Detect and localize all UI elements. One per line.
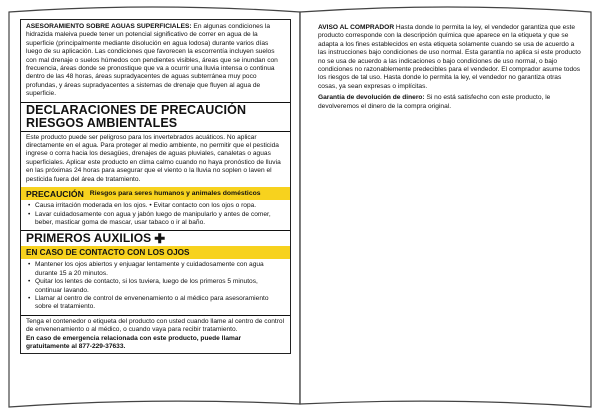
- right-page: [318, 24, 582, 111]
- section-divider: [21, 315, 290, 316]
- refund-text: Si no está satisfecho con este producto, le devolveremos el dinero de la compra original.: [318, 94, 551, 110]
- buyer-notice: [318, 24, 582, 91]
- caution-list: [26, 202, 286, 227]
- label-panel: [20, 19, 291, 354]
- precautions-section: [26, 103, 286, 184]
- caution-word: PRECAUCIÓN: [26, 188, 84, 199]
- environmental-hazards-heading: RIESGOS AMBIENTALES: [26, 115, 178, 130]
- buyer-notice-heading: AVISO AL COMPRADOR: [318, 24, 395, 31]
- list-item: • Mantener los ojos abiertos y enjuagar lentamente y cuidadosamente con agua durante 15 a 20 minutos.: [35, 261, 286, 278]
- surface-water-advisory: [26, 23, 286, 99]
- surface-water-heading: ASESORAMIENTO SOBRE AGUAS SUPERFICIALES:: [26, 23, 192, 30]
- buyer-notice-text: Hasta donde lo permita la ley, el vendedor garantiza que este producto corresponde con la descripción química que aparece en la etiqueta y que se adapta a los fines establecidos en esta etiqueta solamente cuando se usa de acuerdo a las instrucciones bajo condiciones de uso normal. Esta garantía no aplica si este producto no se usa de acuerdo a las indicaciones o bajo condiciones de uso normal, o bajo condiciones no razonablemente predecibles para el vendedor. El comprador asume todos los riesgos de tal uso. Hasta donde lo permita la ley, el vendedor no garantiza otras cosas, ya sean expresas o implícitas.: [318, 24, 581, 90]
- refund-guarantee: [318, 94, 582, 111]
- first-aid-title: [26, 232, 286, 245]
- emergency-text: En caso de emergencia relacionada con este producto, puede llamar gratuitamente al 877-229-37633.: [26, 334, 242, 350]
- surface-water-text: En algunas condiciones la hidrazida maleiva puede tener un potencial significativo de correr en agua de la superficie (principalmente mediante disolución en agua lodosa) durante varios días luego de su aplicación. Las condiciones que favorecen la escorrentía incluyen suelos con mal drenaje o suelos húmedos con pendientes visibles, áreas que se inundan con frecuencia, áreas donde se pronostique que va a ocurrir una lluvia intensa o continua dentro de las 48 horas, áreas supradyacentes de aguas subterránea muy poco profundas, y áreas supradyacentes a sistemas de drenaje que fluyen al agua de superficie.: [26, 23, 278, 98]
- caution-subtitle: Riesgos para seres humanos y animales domésticos: [89, 190, 261, 198]
- eye-contact-banner: EN CASO DE CONTACTO CON LOS OJOS: [21, 246, 290, 259]
- first-aid-cross-icon: ✚: [154, 230, 166, 246]
- list-item: • Lavar cuidadosamente con agua y jabón luego de manipularlo y antes de comer, beber, masticar goma de mascar, usar tabaco o ir al baño.: [35, 211, 286, 228]
- list-item: • Causa irritación moderada en los ojos. • Evitar contacto con los ojos o ropa.: [35, 202, 286, 210]
- first-aid-heading: PRIMEROS AUXILIOS: [26, 231, 152, 246]
- section-divider: [21, 131, 290, 132]
- caution-banner: [21, 187, 290, 200]
- closing-text: Tenga el contenedor o etiqueta del producto con usted cuando llame al centro de control de envenenamiento o al médico, o cuando vaya para recibir tratamiento.: [26, 317, 285, 334]
- left-page: [20, 19, 291, 389]
- list-item: • Quitar los lentes de contacto, si los tuviera, luego de los primeros 5 minutos, continuar lavando.: [35, 278, 286, 295]
- list-item: • Llamar al centro de control de envenenamiento o al médico para asesoramiento sobre el tratamiento.: [35, 295, 286, 312]
- environmental-hazards-text: Este producto puede ser peligroso para los invertebrados acuáticos. No aplicar directamente en el agua. Para proteger al medio ambiente, no permitir que el pesticida ingrese o corra hacia los desagües, drenajes de aguas pluviales, canaletas o aguas superficiales. Aplicar este producto en clima calmo cuando no haya pronóstico de lluvia en las próximas 24 horas para asegurar que el viento o la lluvia no soplen o laven el pesticida fuera del área de tratamiento.: [26, 133, 281, 183]
- precautions-heading: DECLARACIONES DE PRECAUCIÓN: [26, 102, 247, 117]
- refund-heading: Garantía de devolución de dinero:: [318, 94, 425, 102]
- eye-contact-list: [26, 261, 286, 311]
